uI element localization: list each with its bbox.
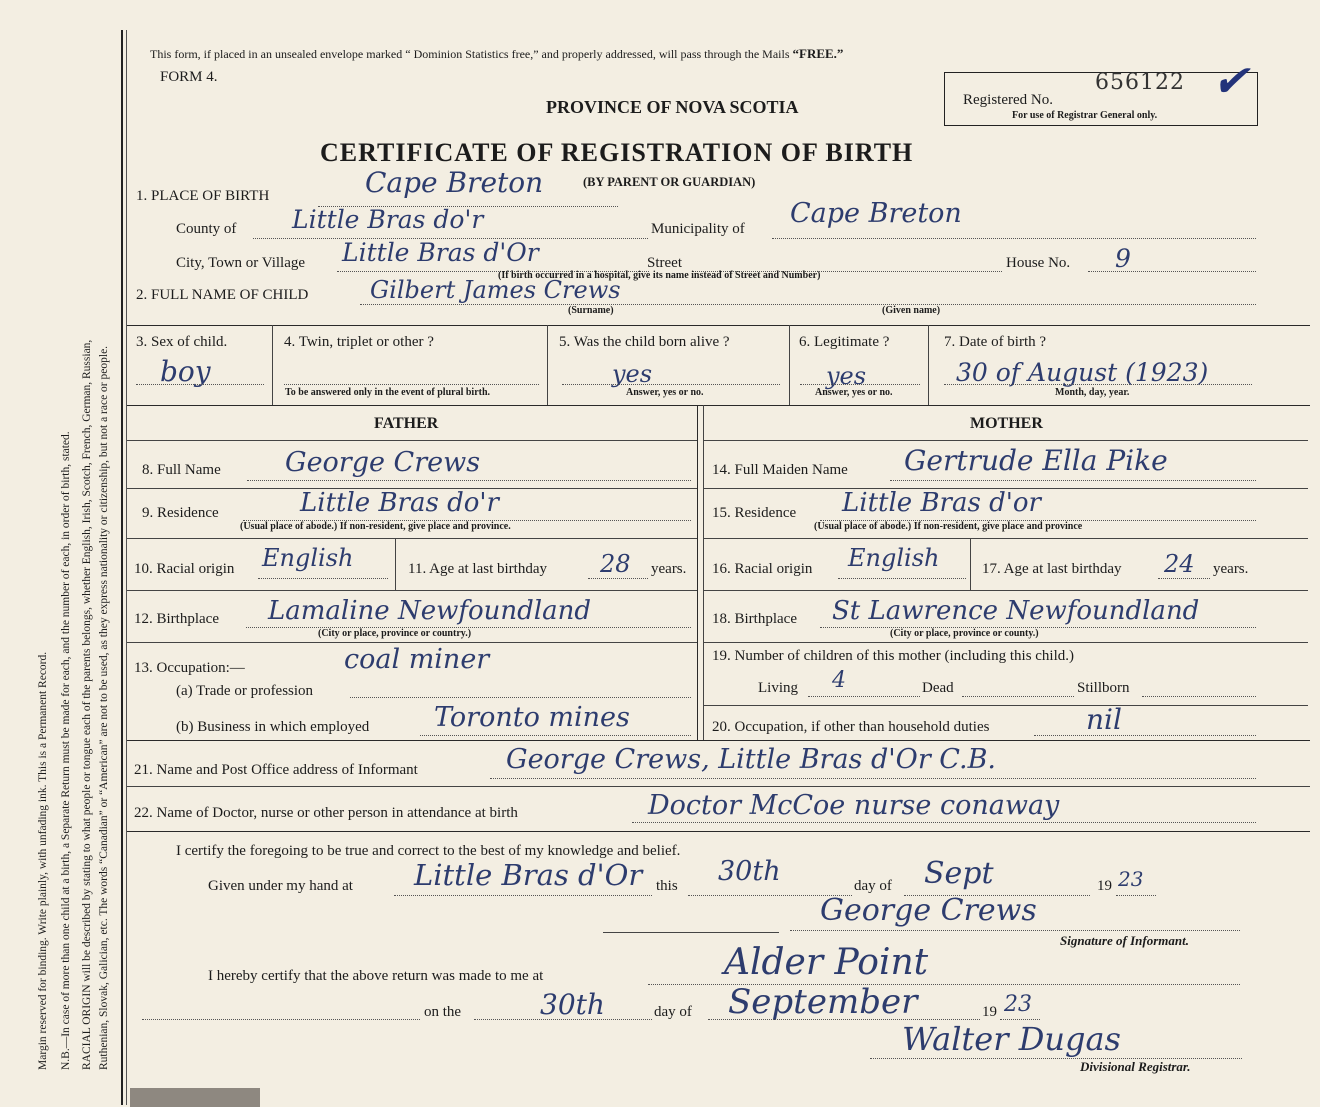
place-of-birth-label: 1. PLACE OF BIRTH: [136, 188, 270, 204]
mother-heading: MOTHER: [970, 415, 1043, 432]
doctor-label: 22. Name of Doctor, nurse or other person in attendance at birth: [134, 805, 518, 821]
given-place-value: Little Bras d'Or: [414, 858, 643, 892]
mother-age-label: 17. Age at last birthday: [982, 561, 1122, 577]
registrar-year-value: 23: [1004, 992, 1032, 1017]
mother-age-unit: years.: [1213, 561, 1249, 577]
certificate-subtitle: (BY PARENT OR GUARDIAN): [583, 175, 756, 189]
registrar-day-label: day of: [654, 1004, 692, 1020]
mother-residence-note: (Usual place of abode.) If non-resident, give place and province: [814, 521, 1083, 532]
twin-label: 4. Twin, triplet or other ?: [284, 334, 434, 350]
father-name-value: George Crews: [285, 447, 481, 478]
living-label: Living: [758, 680, 798, 696]
dead-label: Dead: [922, 680, 954, 696]
registrar-statement: I hereby certify that the above return was made to me at: [208, 968, 544, 984]
father-residence-label: 9. Residence: [142, 505, 219, 521]
informant-signature: George Crews: [820, 893, 1037, 928]
margin-line-1: Margin reserved for binding. Write plainly, with unfading ink. This is a Permanent Record.: [37, 651, 49, 1070]
county-label: County of: [176, 221, 237, 237]
certificate-title: CERTIFICATE OF REGISTRATION OF BIRTH: [320, 138, 914, 167]
given-day-value: 30th: [718, 856, 781, 887]
informant-value: George Crews, Little Bras d'Or C.B.: [506, 744, 997, 775]
street-label: Street: [647, 255, 682, 271]
registrar-month-value: September: [728, 982, 918, 1022]
sex-label: 3. Sex of child.: [136, 334, 228, 350]
mother-racial-value: English: [848, 544, 940, 572]
mother-occupation-label: 20. Occupation, if other than household duties: [712, 719, 990, 735]
city-value: Little Bras d'Or: [342, 238, 539, 267]
legitimate-value: yes: [826, 362, 867, 390]
form-number: FORM 4.: [160, 69, 218, 85]
signature-label: Signature of Informant.: [1060, 933, 1189, 948]
given-label: Given under my hand at: [208, 878, 353, 894]
mother-name-value: Gertrude Ella Pike: [904, 444, 1168, 477]
business-label: (b) Business in which employed: [176, 719, 370, 735]
given-year-value: 23: [1118, 867, 1144, 891]
legitimate-label: 6. Legitimate ?: [799, 334, 890, 350]
dob-label: 7. Date of birth ?: [944, 334, 1047, 350]
registrar-place-value: Alder Point: [724, 942, 929, 983]
father-racial-label: 10. Racial origin: [134, 561, 235, 577]
father-age-value: 28: [600, 550, 631, 578]
stillborn-label: Stillborn: [1077, 680, 1130, 696]
registrar-on-the-label: on the: [424, 1004, 462, 1020]
mother-birthplace-value: St Lawrence Newfoundland: [832, 596, 1200, 626]
alive-note: Answer, yes or no.: [626, 387, 704, 398]
certify-statement: I certify the foregoing to be true and correct to the best of my knowledge and belief.: [176, 843, 681, 859]
mother-occupation-value: nil: [1086, 703, 1122, 736]
legitimate-note: Answer, yes or no.: [815, 387, 893, 398]
father-birthplace-label: 12. Birthplace: [134, 611, 219, 627]
children-count-label: 19. Number of children of this mother (including this child.): [712, 648, 1075, 664]
given-name-note: (Given name): [882, 305, 941, 316]
surname-note: (Surname): [568, 305, 614, 316]
father-birthplace-note: (City or place, province or country.): [318, 628, 472, 639]
living-value: 4: [832, 668, 846, 693]
mother-name-label: 14. Full Maiden Name: [712, 462, 848, 478]
margin-line-2: N.B.—In case of more than one child at a birth, a Separate Return must be made for each, and the number of each, in order of birth, stated.: [60, 431, 72, 1070]
municipality-value: Cape Breton: [790, 198, 962, 229]
margin-line-3: RACIAL ORIGIN will be described by stating to what people or tongue each of the parents belongs, whether English, Irish, Scotch, French, German, Russian,: [81, 339, 93, 1070]
father-racial-value: English: [262, 544, 354, 572]
dob-value: 30 of August (1923): [956, 358, 1209, 387]
binding-rule: [121, 30, 123, 1105]
father-residence-note: (Usual place of abode.) If non-resident, give place and province.: [240, 521, 511, 532]
dob-note: Month, day, year.: [1055, 387, 1130, 398]
twin-note: To be answered only in the event of plural birth.: [285, 387, 491, 398]
house-value: 9: [1115, 244, 1131, 273]
county-value: Little Bras do'r: [292, 205, 484, 234]
father-occupation-value: coal miner: [344, 644, 490, 675]
registrar-day-value: 30th: [540, 988, 605, 1021]
father-occupation-label: 13. Occupation:—: [134, 660, 245, 676]
given-this-label: this: [656, 878, 678, 894]
father-residence-value: Little Bras do'r: [300, 488, 499, 518]
father-heading: FATHER: [374, 415, 439, 432]
binding-rule-inner: [126, 30, 127, 1105]
house-label: House No.: [1006, 255, 1071, 271]
mother-birthplace-label: 18. Birthplace: [712, 611, 797, 627]
alive-value: yes: [612, 360, 653, 388]
father-age-label: 11. Age at last birthday: [408, 561, 547, 577]
child-name-label: 2. FULL NAME OF CHILD: [136, 287, 309, 303]
registrar-use-note: For use of Registrar General only.: [1012, 110, 1158, 121]
trade-label: (a) Trade or profession: [176, 683, 314, 699]
business-value: Toronto mines: [434, 702, 630, 733]
registered-number: 656122: [1095, 70, 1185, 95]
municipality-label: Municipality of: [651, 221, 745, 237]
given-year-prefix: 19: [1097, 878, 1112, 894]
check-mark-icon: ✔: [1212, 56, 1249, 107]
doctor-value: Doctor McCoe nurse conaway: [648, 790, 1060, 821]
province-heading: PROVINCE OF NOVA SCOTIA: [546, 97, 799, 117]
margin-line-4: Ruthenian, Slovak, Galician, etc. The words “Canadian” or “American” are not to be used, as they express nationality or citizenship, but not a race or people.: [98, 345, 110, 1070]
place-of-birth-value: Cape Breton: [365, 166, 544, 199]
mother-residence-label: 15. Residence: [712, 505, 797, 521]
given-month-value: Sept: [924, 856, 994, 891]
sex-value: boy: [160, 355, 211, 388]
alive-label: 5. Was the child born alive ?: [559, 334, 730, 350]
mail-notice: This form, if placed in an unsealed envelope marked “ Dominion Statistics free,” and properly addressed, will pass through the Mails “FREE.”: [150, 46, 844, 61]
scan-shadow: [130, 1088, 260, 1107]
city-label: City, Town or Village: [176, 255, 306, 271]
father-birthplace-value: Lamaline Newfoundland: [268, 596, 591, 626]
registrar-year-prefix: 19: [982, 1004, 997, 1020]
registered-label: Registered No.: [963, 92, 1053, 108]
father-age-unit: years.: [651, 561, 687, 577]
hospital-note: (If birth occurred in a hospital, give its name instead of Street and Number): [498, 270, 821, 281]
mother-residence-value: Little Bras d'or: [842, 488, 1041, 518]
registrar-label: Divisional Registrar.: [1080, 1059, 1191, 1074]
mother-birthplace-note: (City or place, province or county.): [890, 628, 1039, 639]
child-name-value: Gilbert James Crews: [370, 276, 621, 304]
mother-age-value: 24: [1164, 550, 1195, 578]
registrar-signature: Walter Dugas: [902, 1020, 1121, 1058]
given-day-label: day of: [854, 878, 892, 894]
mother-racial-label: 16. Racial origin: [712, 561, 813, 577]
informant-label: 21. Name and Post Office address of Informant: [134, 762, 418, 778]
father-name-label: 8. Full Name: [142, 462, 221, 478]
